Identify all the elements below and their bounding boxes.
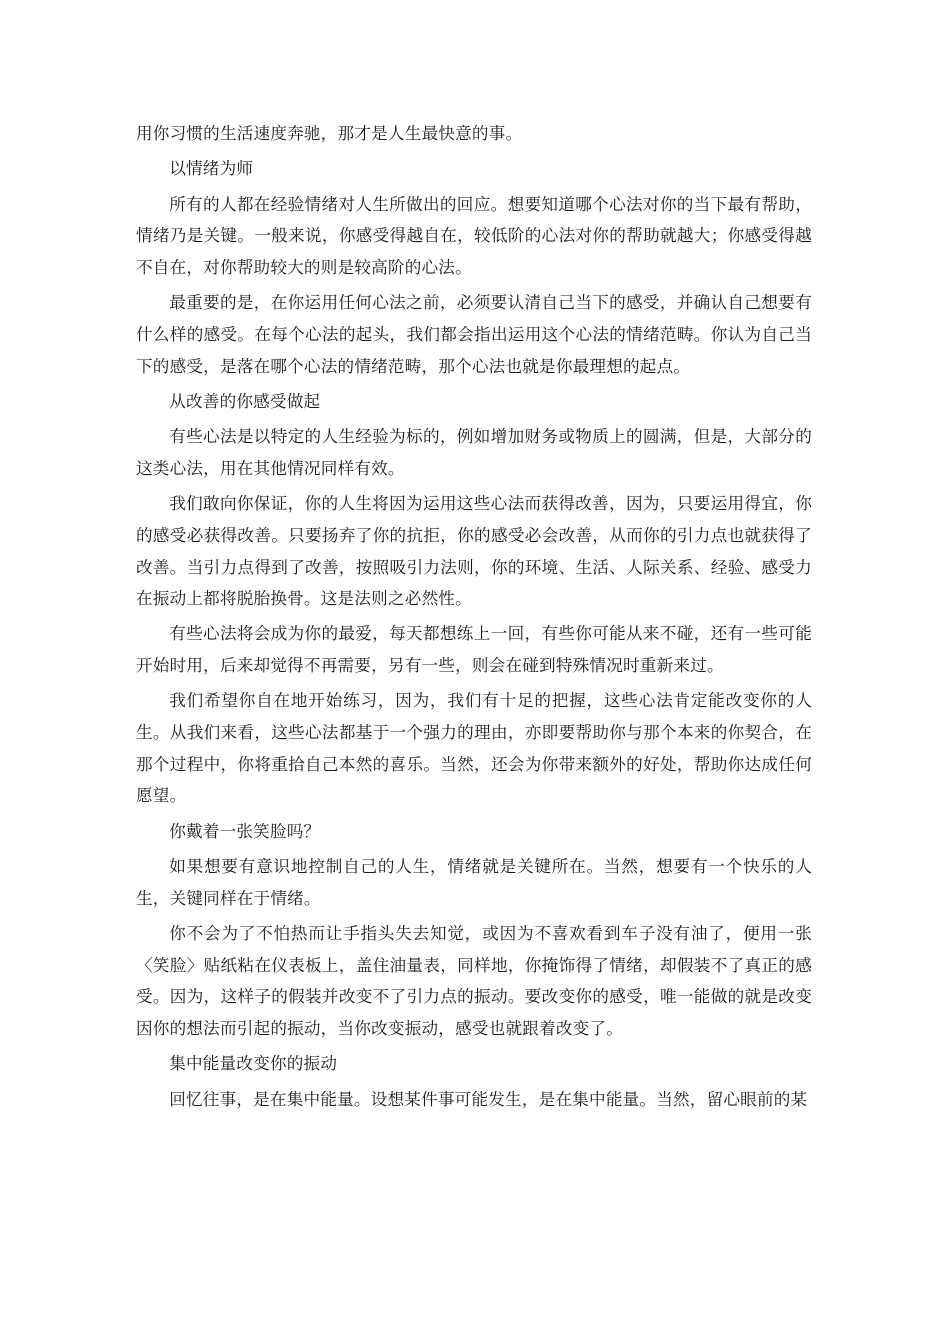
section-heading-smiley-face: 你戴着一张笑脸吗？ xyxy=(169,821,321,841)
paragraph: 有些心法将会成为你的最爱，每天都想练上一回，有些你可能从来不碰，还有一些可能开始时用，后来却觉得不再需要，另有一些，则会在碰到特殊情况时重新来过。 xyxy=(136,624,812,676)
paragraph: 你不会为了不怕热而让手指头失去知觉，或因为不喜欢看到车子没有油了，便用一张〈笑脸〉贴纸粘在仪表板上，盖住油量表，同样地，你掩饰得了情绪，却假装不了真正的感受。因为，这样子的假装并改变不了引力点的振动。要改变你的感受，唯一能做的就是改变因你的想法而引起的振动，当你改变振动，感受也就跟着改变了。 xyxy=(136,924,812,1038)
paragraph: 有些心法是以特定的人生经验为标的，例如增加财务或物质上的圆满，但是，大部分的这类心法，用在其他情况同样有效。 xyxy=(136,427,812,478)
paragraph-continuation: 用你习惯的生活速度奔驰，那才是人生最快意的事。 xyxy=(136,124,523,143)
paragraph: 最重要的是，在你运用任何心法之前，必须要认清自己当下的感受，并确认自己想要有什么样的感受。在每个心法的起头，我们都会指出运用这个心法的情绪范畴。你认为自己当下的感受，是落在哪个心法的情绪范畴，那个心法也就是你最理想的起点。 xyxy=(136,293,812,376)
paragraph: 我们敢向你保证，你的人生将因为运用这些心法而获得改善，因为，只要运用得宜，你的感受必获得改善。只要扬弃了你的抗拒，你的感受必会改善，从而你的引力点也就获得了改善。当引力点得到了改善，按照吸引力法则，你的环境、生活、人际关系、经验、感受力在振动上都将脱胎换骨。这是法则之必然性。 xyxy=(136,494,812,609)
paragraph: 我们希望你自在地开始练习，因为，我们有十足的把握，这些心法肯定能改变你的人生。从我们来看，这些心法都基于一个强力的理由，亦即要帮助你与那个本来的你契合，在那个过程中，你将重拾自己本然的喜乐。当然，还会为你带来额外的好处，帮助你达成任何愿望。 xyxy=(136,691,812,806)
paragraph: 如果想要有意识地控制自己的人生，情绪就是关键所在。当然，想要有一个快乐的人生，关键同样在于情绪。 xyxy=(136,857,812,908)
paragraph: 回忆往事，是在集中能量。设想某件事可能发生，是在集中能量。当然，留心眼前的某 xyxy=(169,1089,808,1109)
section-heading-emotion-teacher: 以情绪为师 xyxy=(169,159,254,179)
document-body xyxy=(136,118,812,1119)
section-heading-improve-feeling: 从改善的你感受做起 xyxy=(169,391,321,411)
paragraph: 所有的人都在经验情绪对人生所做出的回应。想要知道哪个心法对你的当下最有帮助，情绪乃是关键。一般来说，你感受得越自在，较低阶的心法对你的帮助就越大；你感受得越不自在，对你帮助较大的则是较高阶的心法。 xyxy=(136,194,812,277)
section-heading-focus-energy: 集中能量改变你的振动 xyxy=(169,1054,338,1074)
